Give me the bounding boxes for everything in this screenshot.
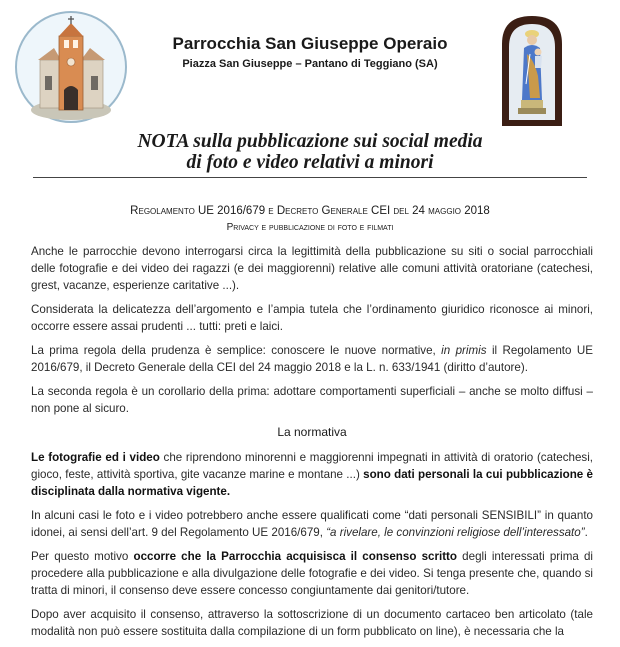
paragraph-6 [31,507,593,541]
paragraph-3-text: La prima regola della prudenza è semplice: conoscere le nuove normative, [31,344,442,357]
paragraph-7-bold: occorre che la Parrocchia acquisisca il consenso scritto [133,550,458,563]
paragraph-1: Anche le parrocchie devono interrogarsi circa la legittimità della pubblicazione su siti o social parrocchiali delle fotografie e dei video dei ragazzi (e dei maggiorenni) relative alle comuni attività oratoriane (catechesi, grest, vacanze, esperienze caritative ...). [31,245,593,292]
regulation-subtitle: Privacy e pubblicazione di foto e filmati [226,222,394,233]
document-title [30,131,590,173]
parish-name: Parrocchia San Giuseppe Operaio [172,34,448,53]
paragraph-5 [31,449,593,500]
title-line-2: di foto e video relativi a minori [186,152,434,173]
paragraph-5-bold-end: sono dati personali la cui pubblicazione è disciplinata dalla normativa vigente. [31,468,593,498]
section-heading: La normativa [277,425,347,439]
parish-address: Piazza San Giuseppe – Pantano di Teggiano (SA) [182,58,438,70]
paragraph-7-text-end: degli interessati prima di procedere alla pubblicazione e alla divulgazione delle fotografie e dei video. Si tenga presente che, quando si tratta di minori, il consenso deve essere concesso congiuntamente dai genitori/tutore. [31,550,594,597]
title-divider [33,177,587,178]
paragraph-5-bold: Le fotografie ed i video [31,451,160,464]
paragraph-7-text: Per questo motivo [31,550,134,563]
paragraph-3-text-end: il Regolamento UE 2016/679, il Decreto Generale della CEI del 24 maggio 2018 e la L. n. 633/1941 (diritto d’autore). [31,344,593,374]
saint-statue-image [500,14,564,128]
paragraph-5-text: che riprendono minorenni e maggiorenni impegnati in attività di oratorio (catechesi, gioco, feste, attività sportiva, gite vacanze marine e montane ...) [31,451,594,481]
paragraph-6-end: . [584,526,588,539]
paragraph-6-italic: “a rivelare, le convinzioni religiose dell’interessato” [326,526,585,539]
paragraph-2: Considerata la delicatezza dell’argomento e l’ampia tutela che l’ordinamento giuridico riconosce ai minori, occorre essere assai prudenti ... tutti: preti e laici. [31,303,593,333]
paragraph-8: Dopo aver acquisito il consenso, attraverso la sottoscrizione di un documento cartaceo ben articolato (tale modalità non può essere sostituita dalla compilazione di un form pubblicato on line), è necessaria che la [31,608,593,638]
church-logo [14,10,128,124]
paragraph-3 [31,342,593,376]
document-body [31,243,593,647]
regulation-title: Regolamento UE 2016/679 e Decreto Generale CEI del 24 maggio 2018 [130,205,490,217]
paragraph-3-italic: in primis [441,344,487,357]
paragraph-4: La seconda regola è un corollario della prima: adottare comportamenti superficiali – anche se molto diffusi – non pone al sicuro. [31,385,593,415]
title-line-1: NOTA sulla pubblicazione sui social media [137,131,483,152]
paragraph-6-text: In alcuni casi le foto e i video potrebbero anche essere qualificati come “dati personali SENSIBILI” in quanto idonei, ai sensi dell’art. 9 del Regolamento UE 2016/679, [31,509,593,539]
paragraph-7 [31,548,593,599]
